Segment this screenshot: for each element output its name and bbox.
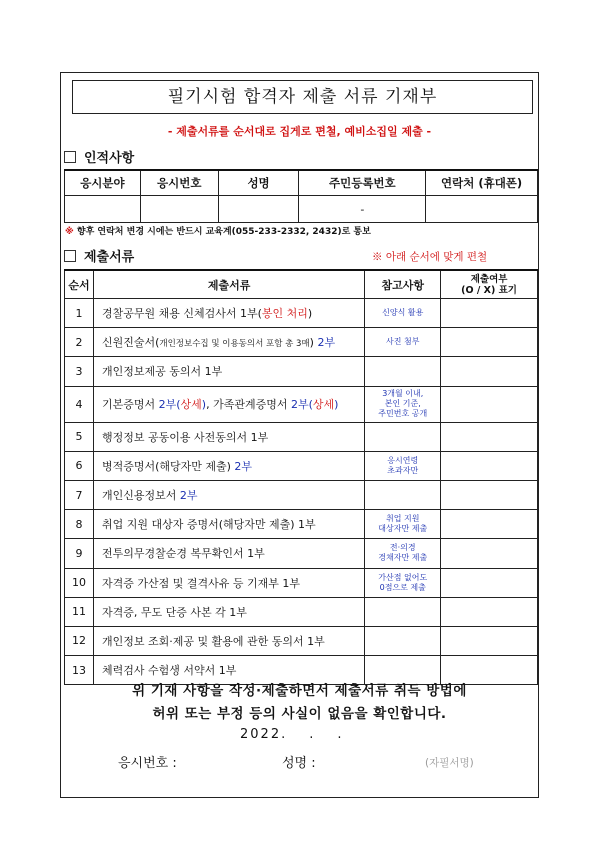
- ref-cell: 신양식 활용: [365, 299, 441, 328]
- row-number: 13: [65, 656, 94, 685]
- ref-line: 대상자만 제출: [378, 524, 428, 534]
- row-number: 10: [65, 568, 94, 597]
- row-number: 7: [65, 480, 94, 509]
- submitted-cell[interactable]: [441, 539, 538, 568]
- ref-cell: [365, 480, 441, 509]
- ref-line: 0점으로 제출: [379, 582, 426, 592]
- submitted-cell[interactable]: [441, 568, 538, 597]
- doc-cell: [93, 328, 364, 357]
- warning-text: 향후 연락처 변경 시에는 반드시 교육계(055-233-2332, 2432)로 통보: [76, 227, 371, 237]
- table-row: [65, 597, 538, 626]
- header-order: 순서: [65, 270, 94, 299]
- header-submitted: [441, 270, 538, 299]
- checkbox-icon: [64, 151, 76, 163]
- ref-cell: [365, 386, 441, 422]
- ref-line: 본인 기준,: [384, 399, 421, 409]
- submission-notice: - 제출서류를 순서대로 집게로 편철, 예비소집일 제출 -: [167, 125, 432, 138]
- doc-text: 병적증명서(해당자만 제출): [101, 459, 235, 473]
- doc-text-mid: , 가족관계증명서: [206, 398, 291, 412]
- confirmation-statement: [60, 680, 539, 726]
- table-row: [65, 357, 538, 386]
- submitted-cell[interactable]: [441, 510, 538, 539]
- doc-count-2: 2부(: [290, 398, 313, 412]
- ssn-separator: -: [360, 202, 365, 216]
- order-note: ※ 아래 순서에 맞게 편철: [372, 251, 488, 263]
- ref-cell: [365, 626, 441, 655]
- date-day: .: [337, 727, 344, 742]
- doc-cell: 자격증, 무도 단증 사본 각 1부: [93, 597, 364, 626]
- header-reference: 참고사항: [365, 270, 441, 299]
- doc-count: 2부(: [158, 398, 181, 412]
- date-line: [240, 727, 366, 742]
- doc-cell: 행정정보 공동이용 사전동의서 1부: [93, 422, 364, 451]
- docs-heading-text: 제출서류: [84, 250, 135, 265]
- doc-text: 기본증명서: [101, 398, 159, 412]
- row-number: 6: [65, 451, 94, 480]
- header-submitted-line2: (O / X) 표기: [461, 284, 517, 296]
- ssn-input[interactable]: [299, 196, 426, 223]
- table-row: [65, 510, 538, 539]
- doc-note: 개인정보수집 및 이용동의서 포함 총 3매: [159, 339, 310, 350]
- header-ssn: 주민등록번호: [299, 170, 426, 196]
- doc-highlight: 봉인 처리: [261, 307, 308, 321]
- row-number: 4: [65, 386, 94, 422]
- ref-cell: [365, 539, 441, 568]
- ref-line: 초과자만: [387, 465, 419, 475]
- ref-cell: [365, 451, 441, 480]
- doc-text: 경찰공무원 채용 신체검사서 1부(: [101, 307, 262, 321]
- contact-input[interactable]: [426, 196, 538, 223]
- documents-table: [64, 269, 538, 685]
- table-row: [65, 480, 538, 509]
- row-number: 12: [65, 626, 94, 655]
- autograph-label: (자필서명): [425, 757, 474, 769]
- doc-highlight: 상세: [180, 398, 202, 412]
- ref-cell: [365, 510, 441, 539]
- field-input[interactable]: [65, 196, 141, 223]
- row-number: 1: [65, 299, 94, 328]
- name-input[interactable]: [218, 196, 299, 223]
- row-number: 3: [65, 357, 94, 386]
- ref-line: 3개월 이내,: [382, 389, 424, 399]
- submitted-cell[interactable]: [441, 386, 538, 422]
- table-row: [65, 451, 538, 480]
- submitted-cell[interactable]: [441, 422, 538, 451]
- personal-info-table: [64, 169, 538, 223]
- contact-warning: [65, 224, 371, 237]
- doc-text-end: ): [307, 307, 313, 321]
- ref-line: 응시연령: [387, 455, 419, 465]
- ref-cell: 사진 첨부: [365, 328, 441, 357]
- docs-section-heading: [64, 246, 134, 265]
- submitted-cell[interactable]: [441, 480, 538, 509]
- ref-line: 취업 지원: [386, 514, 420, 524]
- ref-line: 가산점 없어도: [378, 572, 428, 582]
- personal-heading-text: 인적사항: [84, 151, 135, 166]
- doc-cell: [93, 299, 364, 328]
- table-row: [65, 422, 538, 451]
- personal-section-heading: [64, 147, 134, 166]
- warning-mark: ※: [65, 227, 74, 237]
- confirm-line2: 허위 또는 부정 등의 사실이 없음을 확인합니다.: [152, 706, 447, 722]
- header-field: 응시분야: [65, 170, 141, 196]
- submitted-cell[interactable]: [441, 299, 538, 328]
- doc-count: 2부: [234, 459, 253, 473]
- header-document: 제출서류: [93, 270, 364, 299]
- submitted-cell[interactable]: [441, 597, 538, 626]
- confirm-line1: 위 기재 사항을 작성·제출하면서 제출서류 취득 방법에: [132, 683, 467, 699]
- ref-cell: [365, 597, 441, 626]
- doc-text-end: ): [309, 336, 318, 350]
- row-number: 9: [65, 539, 94, 568]
- table-row: [65, 299, 538, 328]
- doc-cell: [93, 480, 364, 509]
- submitted-cell[interactable]: [441, 357, 538, 386]
- doc-cell: [93, 451, 364, 480]
- doc-cell: 전투의무경찰순경 복무확인서 1부: [93, 539, 364, 568]
- table-row: [65, 568, 538, 597]
- date-year: 2022.: [240, 727, 288, 742]
- header-exam-number: 응시번호: [140, 170, 218, 196]
- ref-cell: [365, 422, 441, 451]
- form-title: 필기시험 합격자 제출 서류 기재부: [72, 80, 533, 114]
- checkbox-icon: [64, 250, 76, 262]
- doc-text: 신원진술서(: [101, 336, 160, 350]
- header-submitted-line1: 제출여부: [470, 273, 508, 285]
- row-number: 8: [65, 510, 94, 539]
- header-contact: 연락처 (휴대폰): [426, 170, 538, 196]
- doc-cell: [93, 386, 364, 422]
- exam-number-input[interactable]: [140, 196, 218, 223]
- submitted-cell[interactable]: [441, 626, 538, 655]
- date-month: .: [309, 727, 316, 742]
- table-row: [65, 626, 538, 655]
- exam-number-label: 응시번호 :: [118, 756, 177, 771]
- doc-count: 2부: [317, 336, 336, 350]
- doc-cell: 체력검사 수험생 서약서 1부: [93, 656, 364, 685]
- submitted-cell[interactable]: [441, 328, 538, 357]
- header-name: 성명: [218, 170, 299, 196]
- doc-text: 개인신용정보서: [101, 489, 180, 503]
- doc-cell: 개인정보 조회·제공 및 활용에 관한 동의서 1부: [93, 626, 364, 655]
- table-row: [65, 539, 538, 568]
- doc-count: 2부: [179, 489, 198, 503]
- row-number: 11: [65, 597, 94, 626]
- doc-count-close-2: ): [334, 398, 339, 412]
- ref-cell: [365, 568, 441, 597]
- row-number: 2: [65, 328, 94, 357]
- table-row: [65, 386, 538, 422]
- doc-count-close: ): [201, 398, 207, 412]
- doc-cell: 취업 지원 대상자 증명서(해당자만 제출) 1부: [93, 510, 364, 539]
- submitted-cell[interactable]: [441, 451, 538, 480]
- doc-cell: 개인정보제공 동의서 1부: [93, 357, 364, 386]
- ref-line: 주민번호 공개: [378, 409, 428, 419]
- table-row: [65, 328, 538, 357]
- doc-cell: 자격증 가산점 및 결격사유 등 기재부 1부: [93, 568, 364, 597]
- doc-highlight-2: 상세: [312, 398, 335, 412]
- ref-cell: [365, 357, 441, 386]
- row-number: 5: [65, 422, 94, 451]
- name-label: 성명 :: [282, 756, 316, 771]
- ref-line: 경채자만 제출: [378, 553, 428, 563]
- ref-line: 전·의경: [389, 543, 416, 553]
